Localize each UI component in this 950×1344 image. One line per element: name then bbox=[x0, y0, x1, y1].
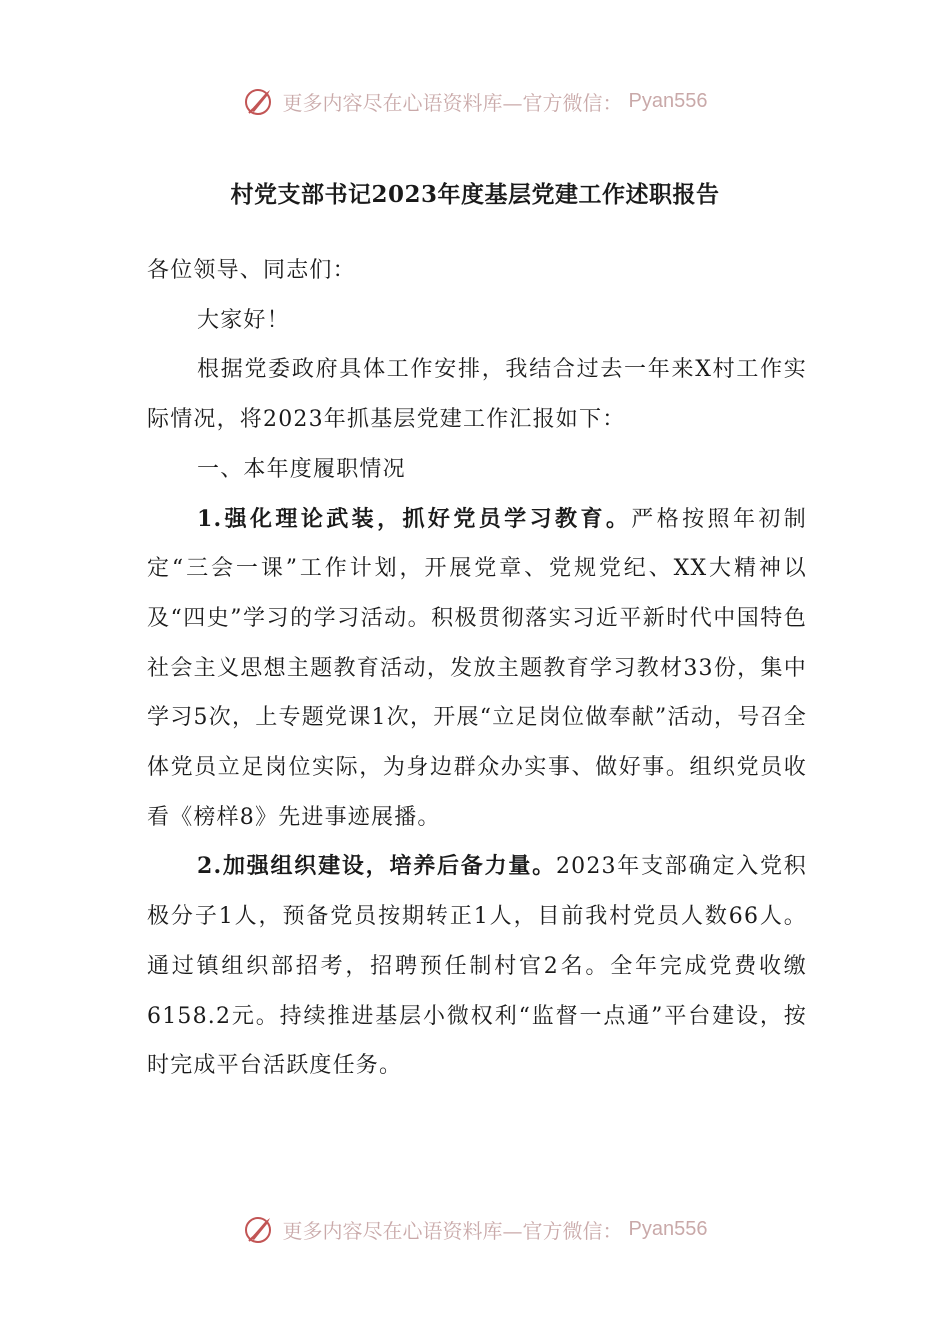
salutation: 各位领导、同志们： bbox=[147, 258, 356, 283]
item-1-text: 严格按照年初制定“三会一课”工作计划，开展党章、党规党纪、XX大精神以及“四史”学习的学习活动。积极贯彻落实习近平新时代中国特色社会主义思想主题教育活动，发放主题教育学习教材33份，集中学习5次，上专题党课1次，开展“立足岗位做奉献”活动，号召全体党员立足岗位实际，为身边群众办实事、做好事。组织党员收看《榜样8》先进事迹展播。 bbox=[147, 506, 807, 830]
watermark-wechat-id: Pyan556 bbox=[628, 89, 708, 112]
document-body bbox=[147, 246, 807, 1091]
fountain-pen-logo-icon bbox=[243, 1212, 277, 1246]
greeting: 大家好！ bbox=[197, 307, 290, 333]
watermark-text: 更多内容尽在心语资料库—官方微信： bbox=[282, 1218, 623, 1243]
item-1-lead: 1.强化理论武装，抓好党员学习教育。 bbox=[197, 505, 632, 532]
intro-paragraph: 根据党委政府具体工作安排，我结合过去一年来X村工作实际情况，将2023年抓基层党建工作汇报如下： bbox=[147, 357, 807, 433]
fountain-pen-logo-icon bbox=[243, 84, 277, 118]
item-2-paragraph bbox=[147, 842, 807, 1091]
item-2-text: 2023年支部确定入党积极分子1人，预备党员按期转正1人，目前我村党员人数66人。通过镇组织部招考，招聘预任制村官2名。全年完成党费收缴6158.2元。持续推进基层小微权利“监督一点通”平台建设，按时完成平台活跃度任务。 bbox=[147, 854, 808, 1079]
item-1-paragraph bbox=[147, 495, 807, 843]
item-2-lead: 2.加强组织建设，培养后备力量。 bbox=[197, 853, 556, 880]
section-heading: 一、本年度履职情况 bbox=[197, 456, 406, 482]
watermark-banner-top bbox=[0, 84, 950, 118]
watermark-text: 更多内容尽在心语资料库—官方微信： bbox=[282, 90, 623, 115]
watermark-wechat-id: Pyan556 bbox=[628, 1217, 708, 1240]
watermark-banner-bottom bbox=[0, 1212, 950, 1246]
document-title: 村党支部书记2023年度基层党建工作述职报告 bbox=[230, 181, 720, 208]
